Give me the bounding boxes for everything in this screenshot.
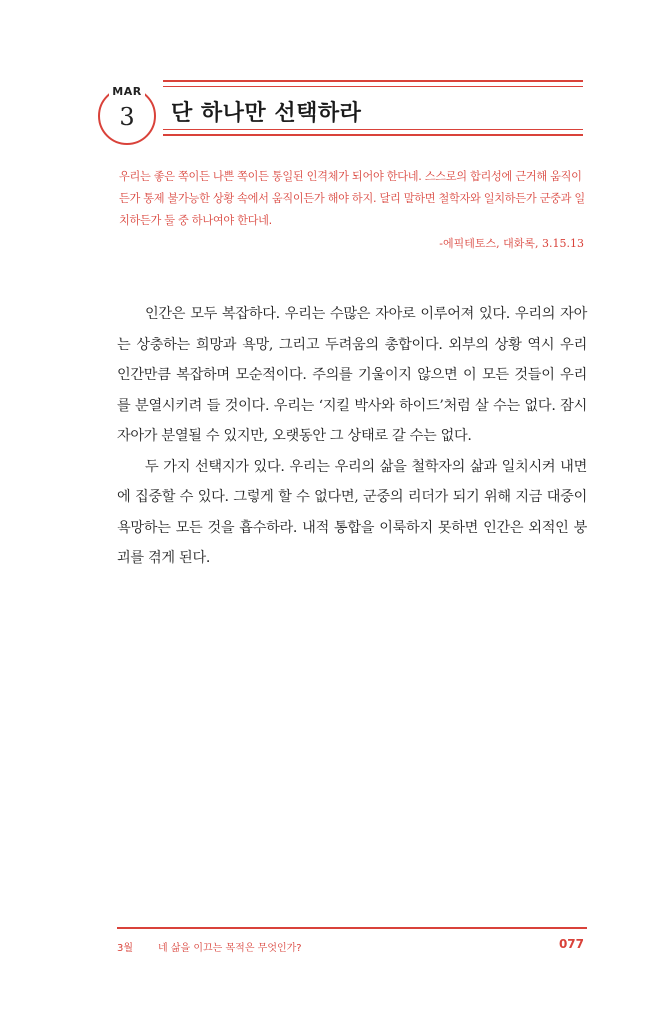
- page-title: 단 하나만 선택하라: [171, 101, 362, 126]
- body-paragraph: 인간은 모두 복잡하다. 우리는 수많은 자아로 이루어져 있다. 우리의 자아는 상충하는 희망과 욕망, 그리고 두려움의 총합이다. 외부의 상황 역시 우리 인간만큼 복잡하며 모순적이다. 주의를 기울이지 않으면 이 모든 것들이 우리를 분열시키려 들 것이다. 우리는 ‘지킬 박사와 하이드’처럼 살 수는 없다. 잠시 자아가 분열될 수 있지만, 오랫동안 그 상태로 갈 수는 없다.: [117, 306, 587, 444]
- footer-subtitle: 네 삶을 이끄는 목적은 무엇인가?: [158, 943, 302, 954]
- date-badge: [98, 87, 156, 145]
- page-number: 077: [558, 937, 584, 951]
- body-paragraph: 두 가지 선택지가 있다. 우리는 우리의 삶을 철학자의 삶과 일치시켜 내면에 집중할 수 있다. 그렇게 할 수 없다면, 군중의 리더가 되기 위해 지금 대중이 욕망하는 모든 것을 흡수하라. 내적 통합을 이룩하지 못하면 인간은 외적인 붕괴를 겪게 된다.: [117, 458, 587, 566]
- footer-rule: [117, 927, 587, 929]
- badge-day: 3: [119, 103, 135, 131]
- badge-month: MAR: [109, 85, 144, 98]
- title-rule-bottom-thin: [163, 129, 583, 130]
- body-text: [117, 299, 587, 574]
- footer-chapter: 3월: [117, 943, 134, 954]
- epigraph-source: -에픽테토스, 대화록, 3.15.13: [439, 237, 584, 250]
- title-rule-bottom: [163, 134, 583, 136]
- title-rule-top: [163, 80, 583, 82]
- title-rule-top-thin: [163, 86, 583, 87]
- epigraph-quote: 우리는 좋은 쪽이든 나쁜 쪽이든 통일된 인격체가 되어야 한다네. 스스로의 합리성에 근거해 움직이든가 통제 불가능한 상황 속에서 움직이든가 해야 하지. 달리 말하면 철학자와 일치하든가 군중과 일치하든가 둘 중 하나여야 한다네.: [119, 170, 585, 227]
